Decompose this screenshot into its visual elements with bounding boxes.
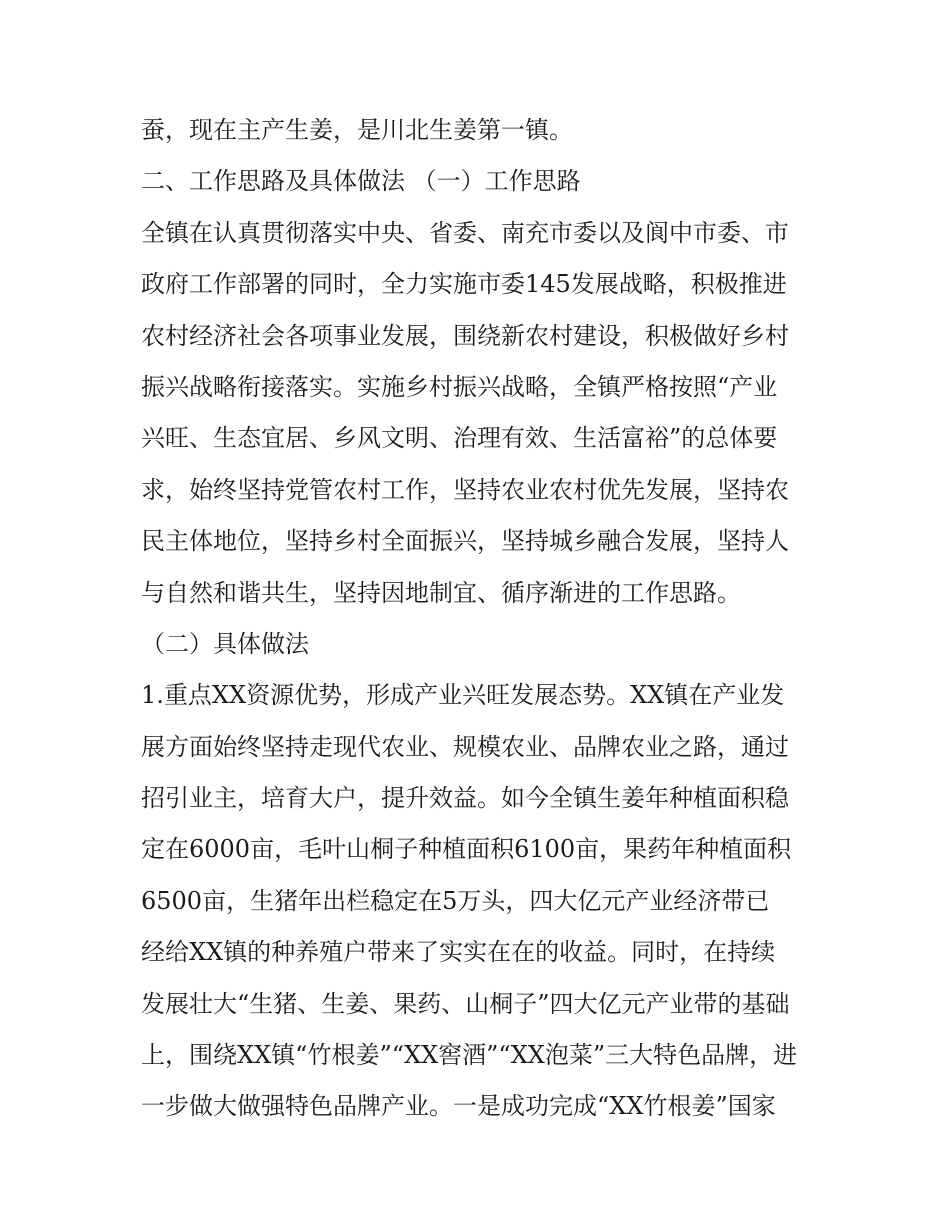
- text-line: 兴旺、生态宜居、乡风文明、治理有效、生活富裕”的总体要: [141, 424, 778, 453]
- text-line: 与自然和谐共生，坚持因地制宜、循序渐进的工作思路。: [141, 578, 741, 607]
- text-line: 振兴战略衔接落实。实施乡村振兴战略，全镇严格按照“产业: [141, 372, 778, 401]
- text-line: 农村经济社会各项事业发展，围绕新农村建设，积极做好乡村: [141, 321, 789, 350]
- text-line: 发展壮大“生猪、生姜、果药、山桐子”四大亿元产业带的基础: [141, 989, 790, 1018]
- section-heading: 二、工作思路及具体做法 （一）工作思路: [141, 167, 581, 196]
- text-line: 经给XX镇的种养殖户带来了实实在在的收益。同时，在持续: [141, 938, 776, 967]
- subsection-heading: （二）具体做法: [141, 629, 309, 658]
- text-line: 定在6000亩，毛叶山桐子种植面积6100亩，果药年种植面积: [141, 835, 792, 864]
- text-line: 1.重点XX资源优势，形成产业兴旺发展态势。XX镇在产业发: [141, 681, 785, 710]
- text-line: 全镇在认真贯彻落实中央、省委、南充市委以及阆中市委、市: [141, 218, 789, 247]
- text-line: 一步做大做强特色品牌产业。一是成功完成“XX竹根姜”国家: [141, 1092, 776, 1121]
- text-line: 民主体地位，坚持乡村全面振兴，坚持城乡融合发展，坚持人: [141, 527, 789, 556]
- text-line: 蚕，现在主产生姜，是川北生姜第一镇。: [141, 116, 573, 144]
- text-line: 招引业主，培育大户，提升效益。如今全镇生姜年种植面积稳: [141, 784, 789, 813]
- text-line: 求，始终坚持党管农村工作，坚持农业农村优先发展，坚持农: [141, 475, 789, 504]
- text-line: 6500亩，生猪年出栏稳定在5万头，四大亿元产业经济带已: [141, 886, 770, 915]
- text-line: 政府工作部署的同时，全力实施市委145发展战略，积极推进: [141, 270, 787, 299]
- text-line: 展方面始终坚持走现代农业、规模农业、品牌农业之路，通过: [141, 732, 789, 761]
- text-line: 上，围绕XX镇“竹根姜”“XX窖酒”“XX泡菜”三大特色品牌，进: [141, 1041, 798, 1070]
- document-body: [141, 105, 813, 1133]
